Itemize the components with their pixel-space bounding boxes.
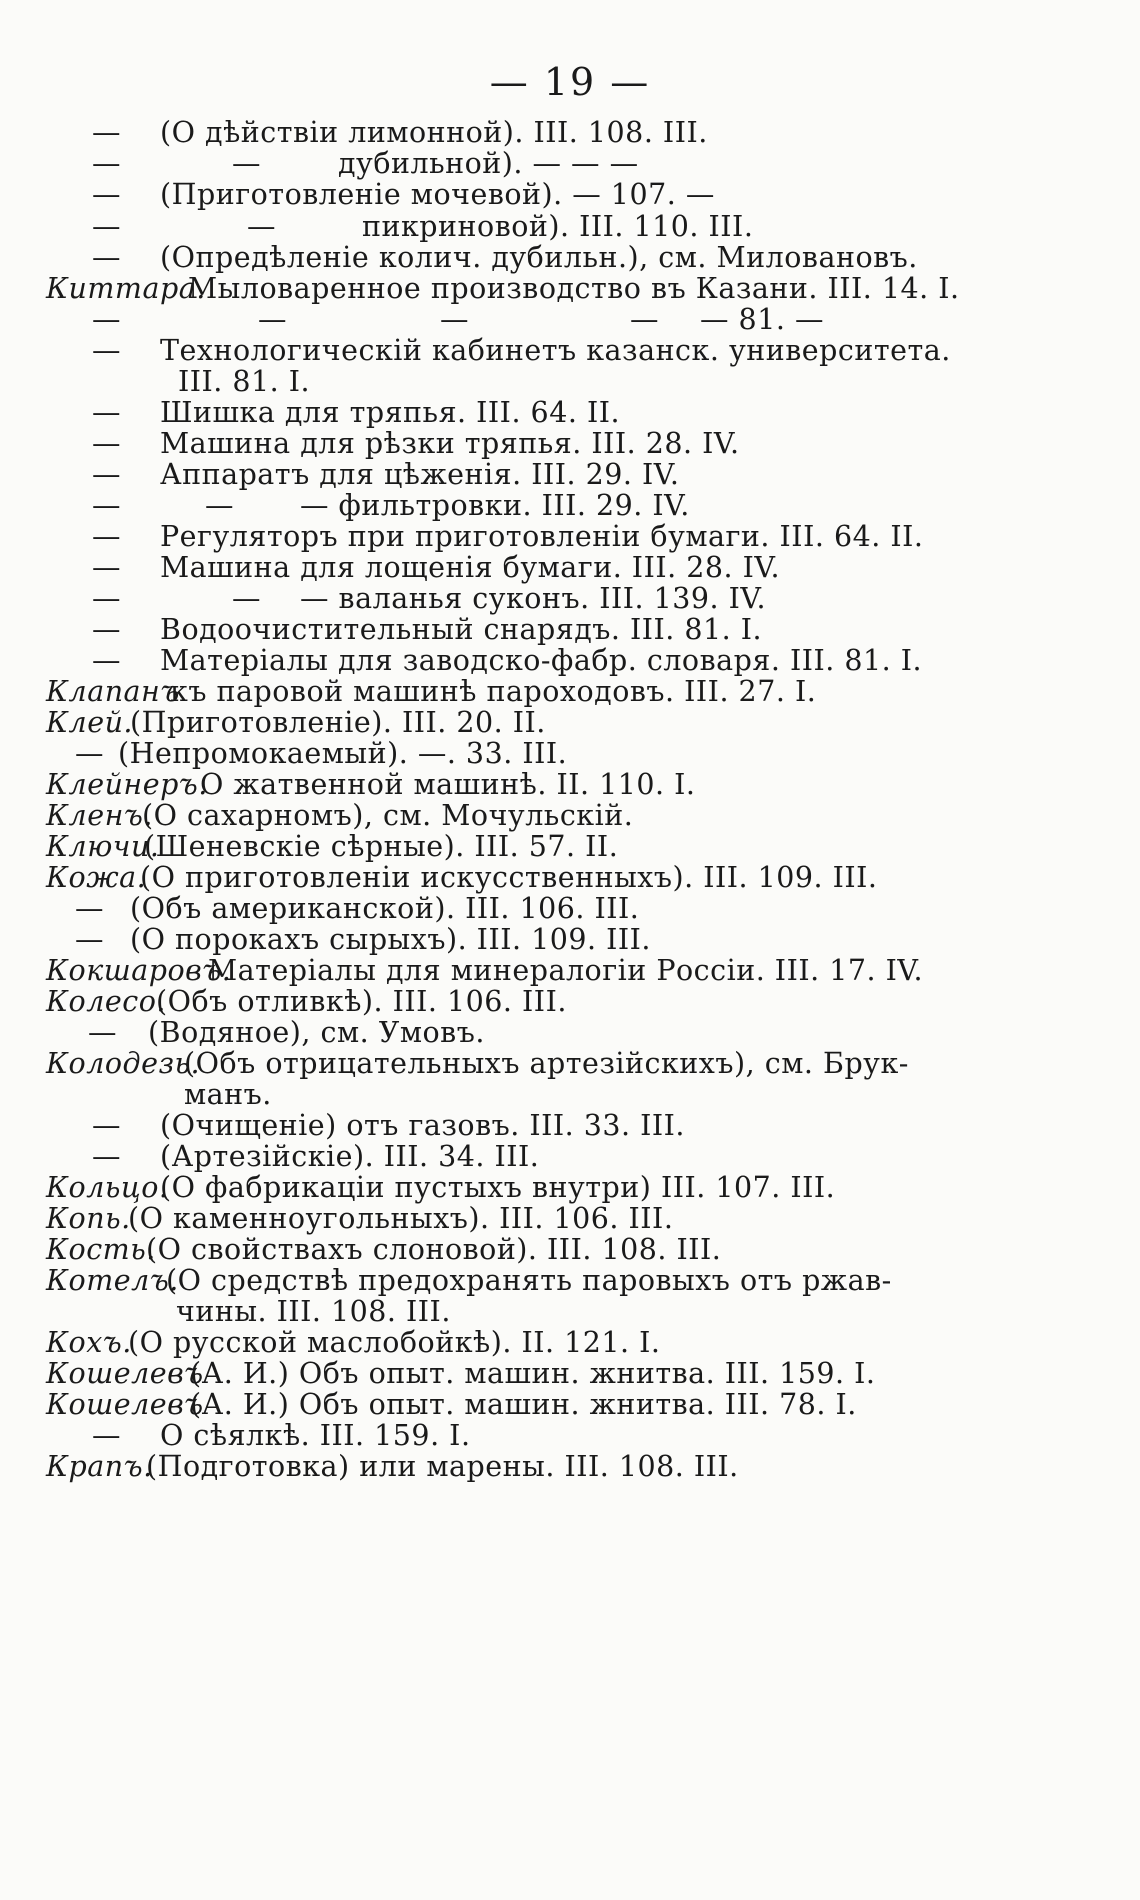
ditto-dash: —: [440, 303, 469, 336]
entry-text: (Объ американской). III. 106. III.: [130, 892, 640, 925]
entry-name: Клапанъ: [46, 675, 180, 708]
ditto-dash: —: [92, 458, 121, 491]
entry-text: Матеріалы для заводско-фабр. словаря. III. 81. I.: [160, 644, 923, 677]
entry-text: Матеріалы для минералогіи Россіи. III. 17. IV.: [208, 954, 924, 987]
ditto-dash: —: [92, 613, 121, 646]
ditto-dash: —: [92, 427, 121, 460]
entry-text: (Объ отливкѣ). III. 106. III.: [156, 985, 567, 1018]
ditto-dash: —: [92, 520, 121, 553]
entry-text: Аппаратъ для цѣженія. III. 29. IV.: [160, 458, 680, 491]
entry-text: Регуляторъ при приготовленіи бумаги. III. 64. II.: [160, 520, 924, 553]
entry-text: (Водяное), см. Умовъ.: [148, 1016, 485, 1049]
entry-text: Мыловаренное производство въ Казани. III. 14. I.: [188, 272, 960, 305]
entry-text: манъ.: [184, 1078, 272, 1111]
entry-name: Кохъ.: [46, 1326, 132, 1359]
entry-name: Киттара.: [46, 272, 206, 305]
entry-text: (Артезійскіе). III. 34. III.: [160, 1140, 540, 1173]
entry-text: (А. И.) Объ опыт. машин. жнитва. III. 159. I.: [190, 1357, 876, 1390]
entry-text: Машина для рѣзки тряпья. III. 28. IV.: [160, 427, 740, 460]
ditto-dash: —: [92, 334, 121, 367]
ditto-dash: —: [258, 303, 287, 336]
ditto-dash: —: [92, 489, 121, 522]
ditto-dash: —: [92, 303, 121, 336]
entry-text: (О порокахъ сырыхъ). III. 109. III.: [130, 923, 651, 956]
ditto-dash: —: [92, 1140, 121, 1173]
entry-text: (Опредѣленіе колич. дубильн.), см. Миловановъ.: [160, 241, 918, 274]
ditto-dash: —: [92, 210, 121, 243]
ditto-dash: —: [630, 303, 659, 336]
entry-text: чины. III. 108. III.: [176, 1295, 451, 1328]
entry-name: Крапъ.: [46, 1450, 153, 1483]
ditto-dash: —: [92, 241, 121, 274]
entry-text: (О фабрикаціи пустыхъ внутри) III. 107. III.: [160, 1171, 836, 1204]
entry-text: Машина для лощенія бумаги. III. 28. IV.: [160, 551, 781, 584]
page-number: — 19 —: [489, 60, 651, 104]
entry-name: Кошелевъ: [46, 1388, 204, 1421]
entry-text: (О каменноугольныхъ). III. 106. III.: [128, 1202, 674, 1235]
entry-text: (О приготовленіи искусственныхъ). III. 109. III.: [140, 861, 878, 894]
entry-name: Кольцо.: [46, 1171, 169, 1204]
entry-text: (Очищеніе) отъ газовъ. III. 33. III.: [160, 1109, 685, 1142]
entry-name: Копь.: [46, 1202, 131, 1235]
entry-name: Кокшаровъ.: [46, 954, 232, 987]
ditto-dash: —: [92, 116, 121, 149]
ditto-dash: —: [92, 396, 121, 429]
entry-text: III. 81. I.: [178, 365, 311, 398]
ditto-dash: —: [92, 1419, 121, 1452]
entry-text: пикриновой). III. 110. III.: [362, 210, 754, 243]
entry-name: Кошелевъ: [46, 1357, 204, 1390]
ditto-dash: —: [92, 582, 121, 615]
entry-name: Ключи.: [46, 830, 160, 863]
entry-name: Клейнеръ.: [46, 768, 208, 801]
entry-text: О сѣялкѣ. III. 159. I.: [160, 1419, 471, 1452]
entry-text: Шишка для тряпья. III. 64. II.: [160, 396, 621, 429]
ditto-dash: —: [205, 489, 234, 522]
ditto-dash: —: [92, 1109, 121, 1142]
entry-name: Колодезь.: [46, 1047, 201, 1080]
entry-text: — валанья суконъ. III. 139. IV.: [300, 582, 767, 615]
entry-text: — фильтровки. III. 29. IV.: [300, 489, 690, 522]
entry-text: къ паровой машинѣ пароходовъ. III. 27. I.: [170, 675, 817, 708]
ditto-dash: —: [75, 923, 104, 956]
ditto-dash: —: [88, 1016, 117, 1049]
entry-text: (Непромокаемый). —. 33. III.: [118, 737, 568, 770]
entry-name: Кожа.: [46, 861, 147, 894]
entry-text: (Приготовленіе мочевой). — 107. —: [160, 178, 715, 211]
ditto-dash: —: [92, 644, 121, 677]
entry-text: (О свойствахъ слоновой). III. 108. III.: [146, 1233, 722, 1266]
entry-text: — 81. —: [700, 303, 824, 336]
entry-text: Водоочистительный снарядъ. III. 81. I.: [160, 613, 763, 646]
entry-name: Кленъ.: [46, 799, 153, 832]
entry-name: Колесо.: [46, 985, 166, 1018]
entry-text: (О средствѣ предохранять паровыхъ отъ ржав-: [166, 1264, 892, 1297]
entry-name: Котелъ.: [46, 1264, 179, 1297]
entry-text: (Подготовка) или марены. III. 108. III.: [146, 1450, 739, 1483]
entry-text: (Приготовленіе). III. 20. II.: [130, 706, 546, 739]
entry-text: дубильной). — — —: [338, 147, 639, 180]
entry-text: (О дѣйствіи лимонной). III. 108. III.: [160, 116, 708, 149]
entry-text: Технологическій кабинетъ казанск. университета.: [160, 334, 951, 367]
ditto-dash: —: [75, 737, 104, 770]
ditto-dash: —: [232, 147, 261, 180]
entry-text: (О сахарномъ), см. Мочульскій.: [142, 799, 634, 832]
entry-name: Кость.: [46, 1233, 156, 1266]
entry-text: (Объ отрицательныхъ артезійскихъ), см. Брук-: [184, 1047, 909, 1080]
entry-name: Клей.: [46, 706, 133, 739]
ditto-dash: —: [92, 178, 121, 211]
entry-text: (А. И.) Объ опыт. машин. жнитва. III. 78. I.: [190, 1388, 857, 1421]
ditto-dash: —: [232, 582, 261, 615]
entry-text: (Шеневскіе сѣрные). III. 57. II.: [144, 830, 619, 863]
ditto-dash: —: [92, 551, 121, 584]
entry-text: (О русской маслобойкѣ). II. 121. I.: [128, 1326, 661, 1359]
ditto-dash: —: [247, 210, 276, 243]
entry-text: О жатвенной машинѣ. II. 110. I.: [200, 768, 696, 801]
ditto-dash: —: [75, 892, 104, 925]
ditto-dash: —: [92, 147, 121, 180]
